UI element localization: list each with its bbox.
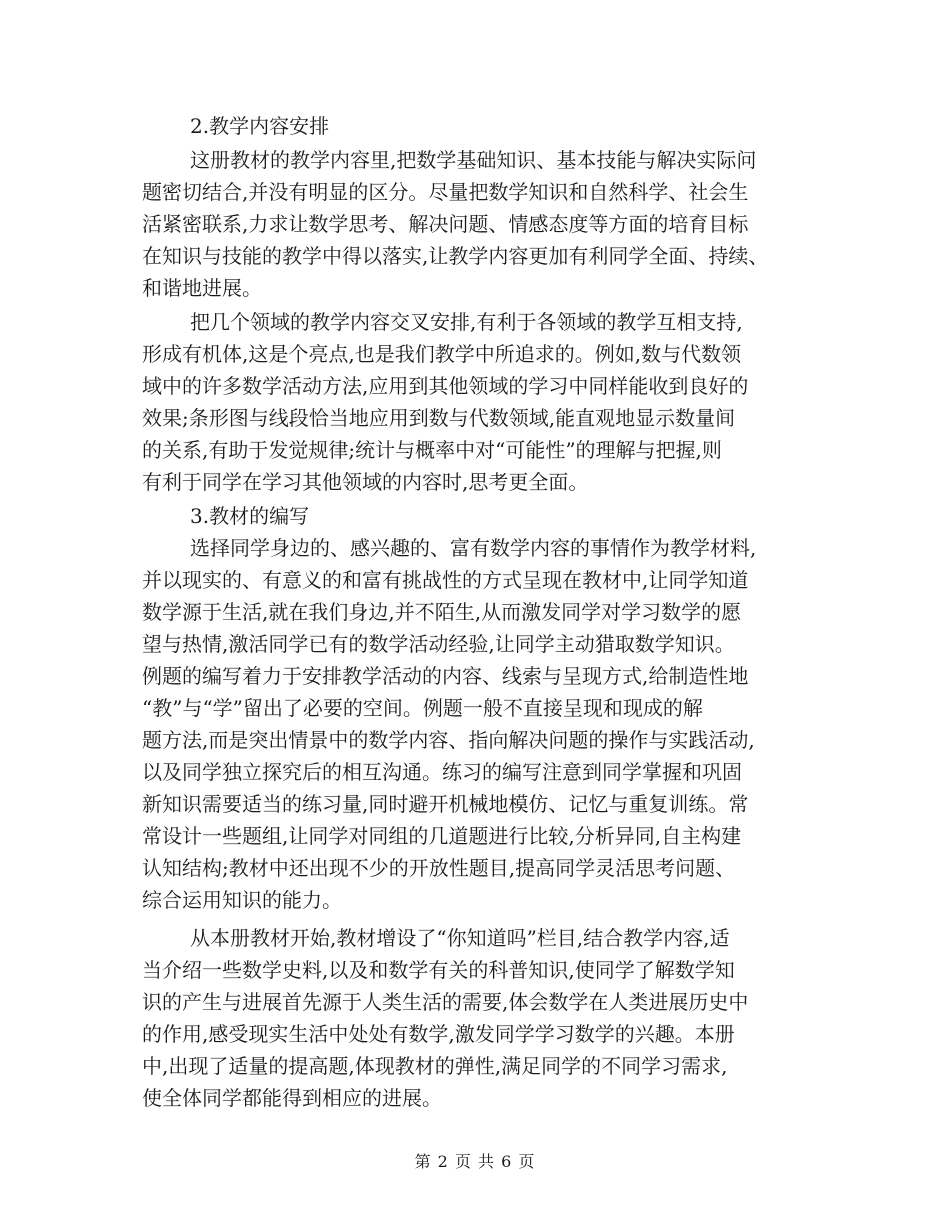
section-heading-3: 3.教材的编写 [190,504,310,528]
paragraph-4-line-4: 的作用,感受现实生活中处处有数学,激发同学学习数学的兴趣。本册 [142,1022,735,1046]
paragraph-3-line-1: 选择同学身边的、感兴趣的、富有数学内容的事情作为教学材料, [190,536,757,560]
paragraph-1-line-3: 活紧密联系,力求让数学思考、解决问题、情感态度等方面的培育目标 [142,212,749,236]
paragraph-2-line-5: 的关系,有助于发觉规律;统计与概率中对“可能性”的理解与把握,则 [142,438,722,462]
paragraph-1-line-4: 在知识与技能的教学中得以落实,让教学内容更加有利同学全面、持续、 [142,244,769,268]
paragraph-4-line-5: 中,出现了适量的提高题,体现教材的弹性,满足同学的不同学习需求, [142,1054,728,1078]
paragraph-2-line-3: 域中的许多数学活动方法,应用到其他领域的学习中同样能收到良好的 [142,374,749,398]
paragraph-3-line-7: 题方法,而是突出情景中的数学内容、指向解决问题的操作与实践活动, [142,728,755,752]
paragraph-4-line-3: 识的产生与进展首先源于人类生活的需要,体会数学在人类进展历史中 [142,990,749,1014]
paragraph-3-line-4: 望与热情,激活同学已有的数学活动经验,让同学主动猎取数学知识。 [142,632,735,656]
paragraph-3-line-10: 常设计一些题组,让同学对同组的几道题进行比较,分析异同,自主构建 [142,824,742,848]
paragraph-3-line-8: 以及同学独立探究后的相互沟通。练习的编写注意到同学掌握和巩固 [142,760,742,784]
paragraph-2-line-6: 有利于同学在学习其他领域的内容时,思考更全面。 [142,470,589,494]
paragraph-3-line-12: 综合运用知识的能力。 [142,888,342,912]
paragraph-3-line-11: 认知结构;教材中还出现不少的开放性题目,提高同学灵活思考问题、 [142,856,736,880]
section-heading-2: 2.教学内容安排 [190,114,330,138]
paragraph-3-line-6: “教”与“学”留出了必要的空间。例题一般不直接呈现和现成的解 [142,696,703,720]
paragraph-3-line-2: 并以现实的、有意义的和富有挑战性的方式呈现在教材中,让同学知道 [142,568,749,592]
paragraph-4-line-2: 当介绍一些数学史料,以及和数学有关的科普知识,使同学了解数学知 [142,958,735,982]
paragraph-1-line-2: 题密切结合,并没有明显的区分。尽量把数学知识和自然科学、社会生 [142,180,749,204]
paragraph-2-line-2: 形成有机体,这是个亮点,也是我们教学中所追求的。例如,数与代数领 [142,342,742,366]
paragraph-3-line-5: 例题的编写着力于安排教学活动的内容、线索与呈现方式,给制造性地 [142,664,749,688]
paragraph-4-line-1: 从本册教材开始,教材增设了“你知道吗”栏目,结合教学内容,适 [190,926,730,950]
page-number-footer: 第 2 页 共 6 页 [414,1152,536,1171]
paragraph-4-line-6: 使全体同学都能得到相应的进展。 [142,1086,442,1110]
paragraph-2-line-4: 效果;条形图与线段恰当地应用到数与代数领域,能直观地显示数量间 [142,406,736,430]
paragraph-3-line-9: 新知识需要适当的练习量,同时避开机械地模仿、记忆与重复训练。常 [142,792,749,816]
paragraph-2-line-1: 把几个领域的教学内容交叉安排,有利于各领域的教学互相支持, [190,310,743,334]
paragraph-3-line-3: 数学源于生活,就在我们身边,并不陌生,从而激发同学对学习数学的愿 [142,600,742,624]
paragraph-1-line-5: 和谐地进展。 [142,276,262,300]
paragraph-1-line-1: 这册教材的教学内容里,把数学基础知识、基本技能与解决实际问 [190,148,757,172]
